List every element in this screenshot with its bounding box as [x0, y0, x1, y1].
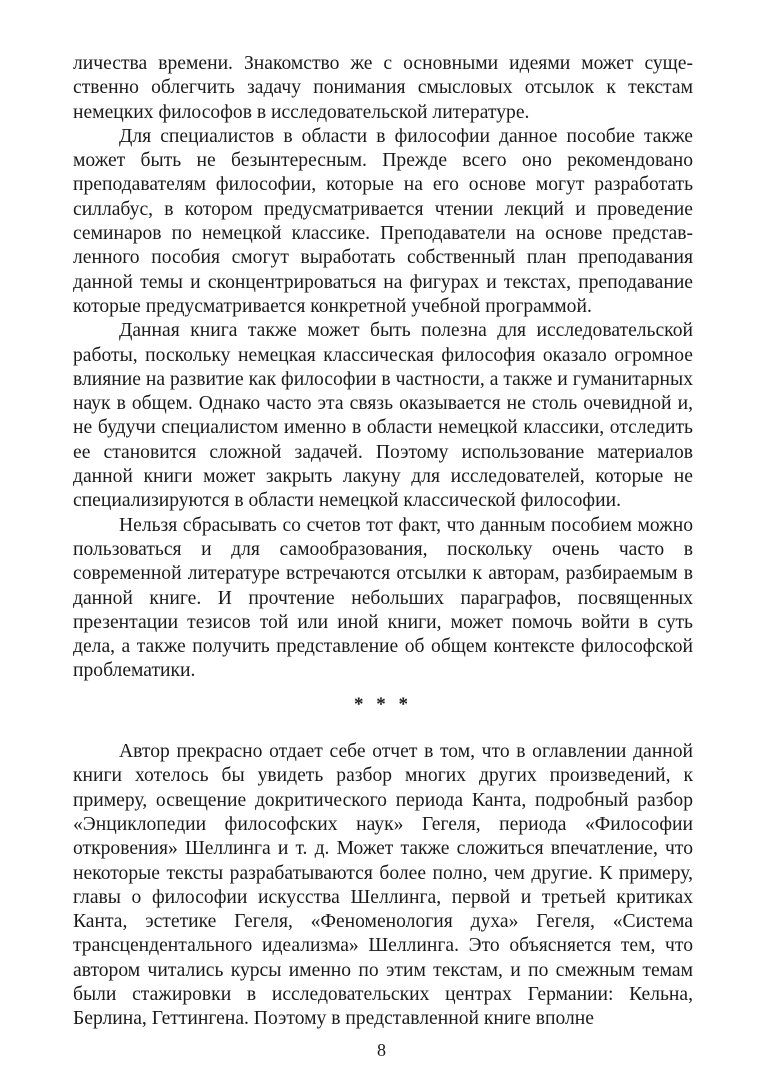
page-body: [73, 52, 693, 1032]
paragraph-specialists: Для специалистов в области в философии данное пособие также может быть не безынтересным. Прежде всего оно рекомендовано преподавателям философии, которые на его основе могут разработать силлабус, в котором предусматривается чтении лекций и проведение семинаров по немецкой классике. Преподаватели на основе представленного пособия смогут выработать собственный план преподавания данной темы и сконцентрироваться на фигурах и текстах, преподавание которые предусматривается конкретной учебной программой.: [73, 125, 693, 317]
paragraph-continued: личества времени. Знакомство же с основными идеями может существенно облегчить задачу понимания смысловых отсылок к текстам немецких философов в исследовательской литературе.: [73, 53, 693, 123]
paragraph-author-note: Автор прекрасно отдает себе отчет в том, что в оглавлении данной книги хотелось бы увидеть разбор многих других произведений, к примеру, освещение докритического периода Канта, подробный разбор «Энциклопедии философских наук» Гегеля, периода «Философии откровения» Шеллинга и т. д. Может также сложиться впечатление, что некоторые тексты разрабатываются более полно, чем другие. К примеру, главы о философии искусства Шеллинга, первой и третьей критиках Канта, эстетике Гегеля, «Феноменология духа» Гегеля, «Система трансцендентального идеализма» Шеллинга. Это объясняется тем, что автором читались курсы именно по этим текстам, и по смежным темам были стажировки в исследовательских центрах Германии: Кельна, Берлина, Геттингена. Поэтому в представленной книге вполне: [73, 741, 693, 1030]
paragraph-self-education: Нельзя сбрасывать со счетов тот факт, что данным пособием можно пользоваться и для самообразования, поскольку очень часто в современной литературе встречаются отсылки к авторам, разбираемым в данной книге. И прочтение небольших параграфов, посвященных презентации тезисов той или иной книги, может помочь войти в суть дела, а также получить представление об общем контексте философской проблематики.: [73, 514, 693, 682]
paragraph-research: Данная книга также может быть полезна для исследовательской работы, поскольку немецкая классическая философия оказало огромное влияние на развитие как философии в частности, а также и гуманитарных наук в общем. Однако часто эта связь оказывается не столь очевидной и, не будучи специалистом именно в области немецкой классики, отследить ее становится сложной задачей. Поэтому использование материалов данной книги может закрыть лакуну для исследователей, которые не специализируются в области немецкой классической философии.: [73, 320, 693, 512]
section-separator: * * *: [354, 693, 412, 715]
page-number: 8: [377, 1040, 386, 1060]
